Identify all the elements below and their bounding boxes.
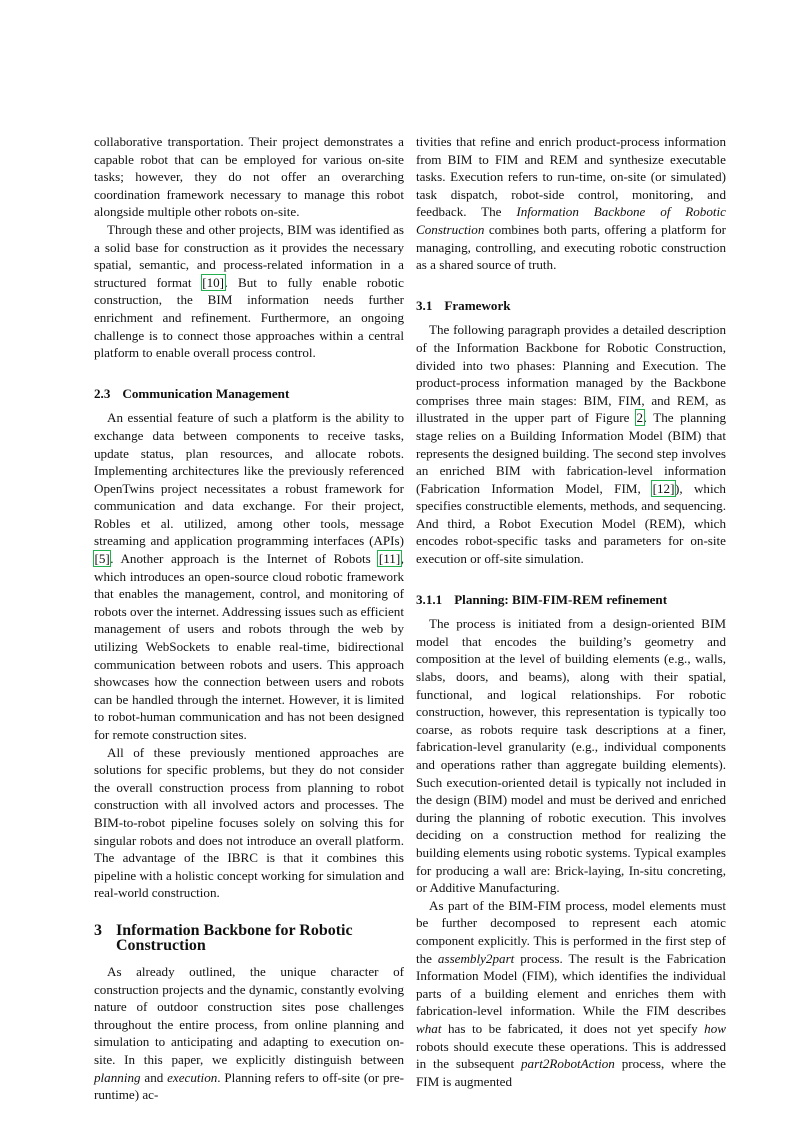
right-paragraph-3: The process is initiated from a design-oriented BIM model that encodes the building’s geometry and composition at the level of building elements (e.g., walls, slabs, doors, and beams), along with their spatial, functional, and logical relationships. For robotic construction, however, this representation is typically too coarse, as robots require task descriptions at a finer, fabrication-level granularity (e.g., individual components and operations rather than aggregate building elements). Such execution-oriented detail is typically not included in the design (BIM) model and must be derived and enriched during the planning of robotic execution. This involves deciding on a construction method for realizing the building elements using robotic systems. Typical examples for producing a wall are: Brick-laying, In-situ concreting, or Additive Manufacturing. xyxy=(416,616,726,896)
emphasis: part2RobotAction xyxy=(521,1056,615,1072)
text-run: . Planning refers to off-site (or pre-runtime) ac- xyxy=(94,1069,404,1103)
section-title: Communication Management xyxy=(122,385,290,401)
emphasis: execution xyxy=(167,1069,218,1085)
emphasis: what xyxy=(416,1020,442,1036)
text-run: has to be fabricated, it does not yet specify xyxy=(441,1020,705,1036)
text-run: process, where the FIM is augmented xyxy=(416,1056,726,1089)
citation-link[interactable]: [10] xyxy=(202,274,225,290)
citation-link[interactable]: [11] xyxy=(378,551,401,567)
text-run: , which introduces an open-source cloud robotic framework that enables the management, control, and monitoring of robots over the internet. Addressing issues such as efficient management of users and robots through the web by utilizing WebSockets to enable real-time, bidirectional communication between robots and users. This approach showcases how the connection between users and robots can be handled through the internet. However, it is limited to robot-human communication and has not been designed for remote construction sites. xyxy=(94,551,404,742)
section-number: 2.3 xyxy=(94,385,111,401)
section-heading-3 xyxy=(94,923,404,954)
citation-link[interactable]: [12] xyxy=(652,480,675,496)
right-paragraph-2 xyxy=(416,321,726,567)
text-run: process. The result is the Fabrication Information Model (FIM), which identifies the individual parts of a building element and enriches them with fabrication-level information. While the FIM describes xyxy=(416,950,726,1019)
section-number: 3.1 xyxy=(416,297,433,313)
section-heading-2-3 xyxy=(94,385,404,403)
text-run: An essential feature of such a platform is the ability to exchange data between components to receive tasks, update status, plan resources, and allocate robots. Implementing architectures like the previously referenced OpenTwins project necessitates a robust framework for communication and data exchange. For their project, Robles et al. utilized, among other tools, message streaming and application programming interfaces (APIs) xyxy=(94,410,404,549)
left-paragraph-2 xyxy=(94,221,404,362)
section-heading-3-1 xyxy=(416,297,726,315)
citation-link[interactable]: [5] xyxy=(94,551,110,567)
figure-link[interactable]: 2 xyxy=(636,410,644,426)
left-column xyxy=(94,133,404,1104)
section-heading-3-1-1 xyxy=(416,591,726,609)
text-run: . The planning stage relies on a Building Information Model (BIM) that represents the designed building. The second step involves an enriched BIM with fabrication-level information (Fabrication Information Model, FIM, xyxy=(416,410,726,496)
emphasis: assembly2part xyxy=(437,950,515,966)
emphasis: Information Backbone of Robotic Construction xyxy=(416,204,726,237)
left-paragraph-4: All of these previously mentioned approaches are solutions for specific problems, but they do not consider the overall construction process from planning to robot construction with all involved actors and processes. The BIM-to-robot pipeline focuses solely on solving this for singular robots and does not introduce an overall platform. The advantage of the IBRC is that it combines this pipeline with a holistic concept working for simulation and real-world construction. xyxy=(94,744,404,901)
text-run: As already outlined, the unique character of construction projects and the dynamic, constantly evolving nature of outdoor construction sites pose challenges throughout the entire process, from online planning and simulation to anticipating and adapting to execution on-site. In this paper, we explicitly distinguish between xyxy=(94,963,404,1067)
text-run: . Another approach is the Internet of Robots xyxy=(110,551,379,567)
text-run: combines both parts, offering a platform for managing, controlling, and executing robotic construction as a shared source of truth. xyxy=(416,221,726,273)
emphasis: how xyxy=(704,1020,726,1036)
text-run: Through these and other projects, BIM was identified as a solid base for construction as it provides the necessary spatial, semantic, and process-related information in a structured format xyxy=(94,221,404,290)
text-run: robots should execute these operations. This is addressed in the subsequent xyxy=(416,1038,726,1072)
section-title: Framework xyxy=(444,297,511,313)
section-title: Planning: BIM-FIM-REM refinement xyxy=(454,591,668,607)
left-paragraph-3 xyxy=(94,409,404,743)
left-paragraph-1: collaborative transportation. Their project demonstrates a capable robot that can be employed for various on-site tasks; however, they do not offer an overarching coordination framework necessary to manage this robot alongside multiple other robots on-site. xyxy=(94,134,404,220)
section-number: 3.1.1 xyxy=(416,591,443,607)
right-paragraph-4 xyxy=(416,897,726,1091)
text-run: tivities that refine and enrich product-process information from BIM to FIM and REM and synthesize executable tasks. Execution refers to run-time, on-site (or simulated) task dispatch, robot-side control, monitoring, and feedback. The xyxy=(416,134,726,220)
text-run: and xyxy=(140,1069,168,1085)
left-paragraph-5 xyxy=(94,963,404,1104)
emphasis: planning xyxy=(94,1069,141,1085)
text-run: The following paragraph provides a detailed description of the Information Backbone for Robotic Construction, divided into two phases: Planning and Execution. The product-process information managed by the Backbone comprises three main stages: BIM, FIM, and REM, as illustrated in the upper part of Figure xyxy=(416,322,726,426)
text-run: . But to fully enable robotic construction, the BIM information needs further enrichment and refinement. Furthermore, an ongoing challenge is to connect those approaches within a central platform to enable overall process control. xyxy=(94,274,404,361)
text-run: ), which specifies constructible elements, methods, and sequencing. And third, a Robot Execution Model (REM), which encodes robot-specific tasks and parameters for on-site execution or off-site simulation. xyxy=(416,480,726,567)
section-title: Information Backbone for Robotic Construction xyxy=(116,921,353,955)
right-column xyxy=(416,133,726,1090)
right-paragraph-1 xyxy=(416,133,726,274)
section-number: 3 xyxy=(94,921,102,939)
text-run: As part of the BIM-FIM process, model elements must be further decomposed to represent each atomic component explicitly. This is performed in the first step of the xyxy=(416,897,726,966)
